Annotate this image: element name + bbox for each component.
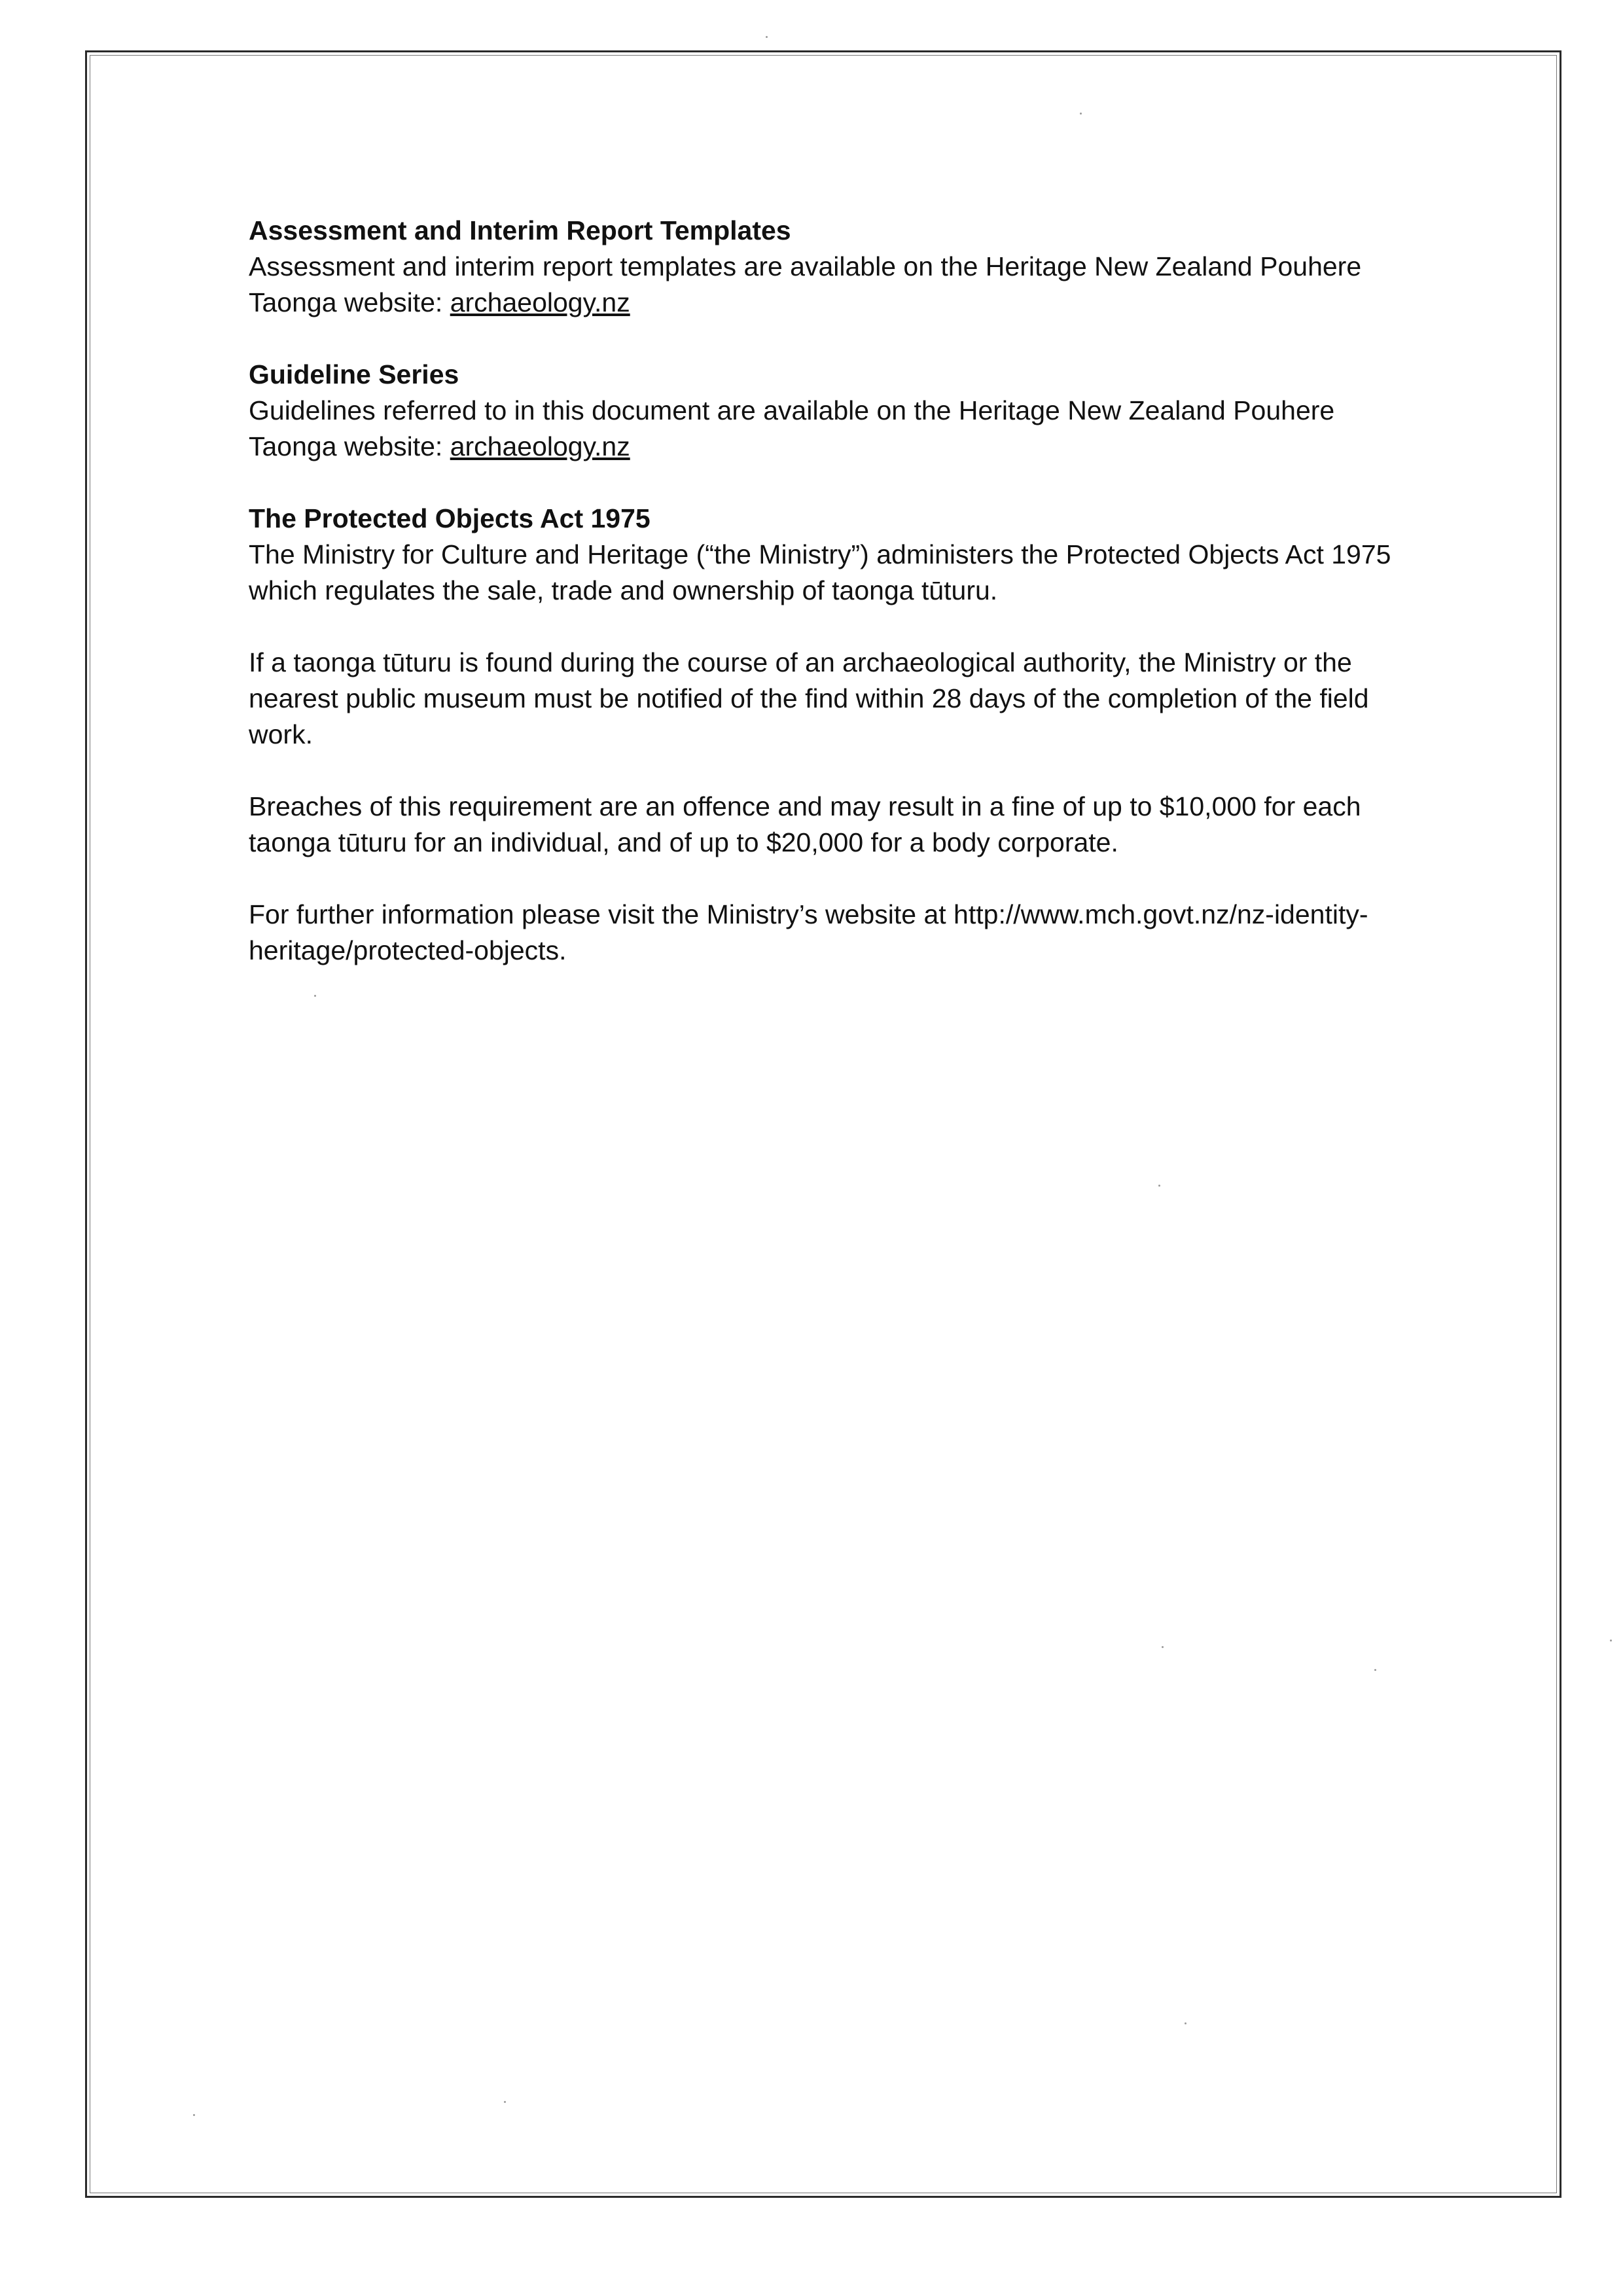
section-guideline-series	[249, 357, 1400, 465]
section-heading: Assessment and Interim Report Templates	[249, 215, 791, 245]
scan-speck	[766, 36, 768, 38]
scan-speck	[1162, 1646, 1164, 1648]
scan-speck	[504, 2101, 506, 2103]
scan-speck	[1158, 1185, 1160, 1187]
scan-speck	[1080, 113, 1082, 115]
section-protected-objects-act	[249, 501, 1400, 969]
paragraph-text: Assessment and interim report templates are available on the Heritage New Zealand Pouhere Taonga website:	[249, 251, 1362, 317]
section-report-templates	[249, 213, 1400, 321]
section-paragraph	[249, 393, 1400, 465]
section-heading: The Protected Objects Act 1975	[249, 503, 651, 533]
section-paragraph	[249, 249, 1400, 321]
section-paragraph: If a taonga tūturu is found during the course of an archaeological authority, the Ministry or the nearest public museum must be notified of the find within 28 days of the completion of the field work.	[249, 647, 1369, 749]
scan-speck	[1374, 1669, 1376, 1671]
section-paragraph: For further information please visit the Ministry’s website at http://www.mch.govt.nz/nz-identity-heritage/protected-objects.	[249, 899, 1368, 965]
paragraph-text: Guidelines referred to in this document are available on the Heritage New Zealand Pouhere Taonga website:	[249, 395, 1335, 461]
scan-speck	[193, 2114, 195, 2116]
document-body	[249, 213, 1400, 1005]
archaeology-link[interactable]: archaeology.nz	[450, 431, 630, 461]
section-heading: Guideline Series	[249, 359, 459, 389]
scan-speck	[1185, 2022, 1186, 2024]
archaeology-link[interactable]: archaeology.nz	[450, 287, 630, 317]
scan-speck	[1610, 1640, 1612, 1641]
section-paragraph: Breaches of this requirement are an offence and may result in a fine of up to $10,000 for each taonga tūturu for an individual, and of up to $20,000 for a body corporate.	[249, 791, 1361, 857]
scan-speck	[314, 995, 316, 997]
section-paragraph: The Ministry for Culture and Heritage (“the Ministry”) administers the Protected Objects Act 1975 which regulates the sale, trade and ownership of taonga tūturu.	[249, 539, 1391, 605]
